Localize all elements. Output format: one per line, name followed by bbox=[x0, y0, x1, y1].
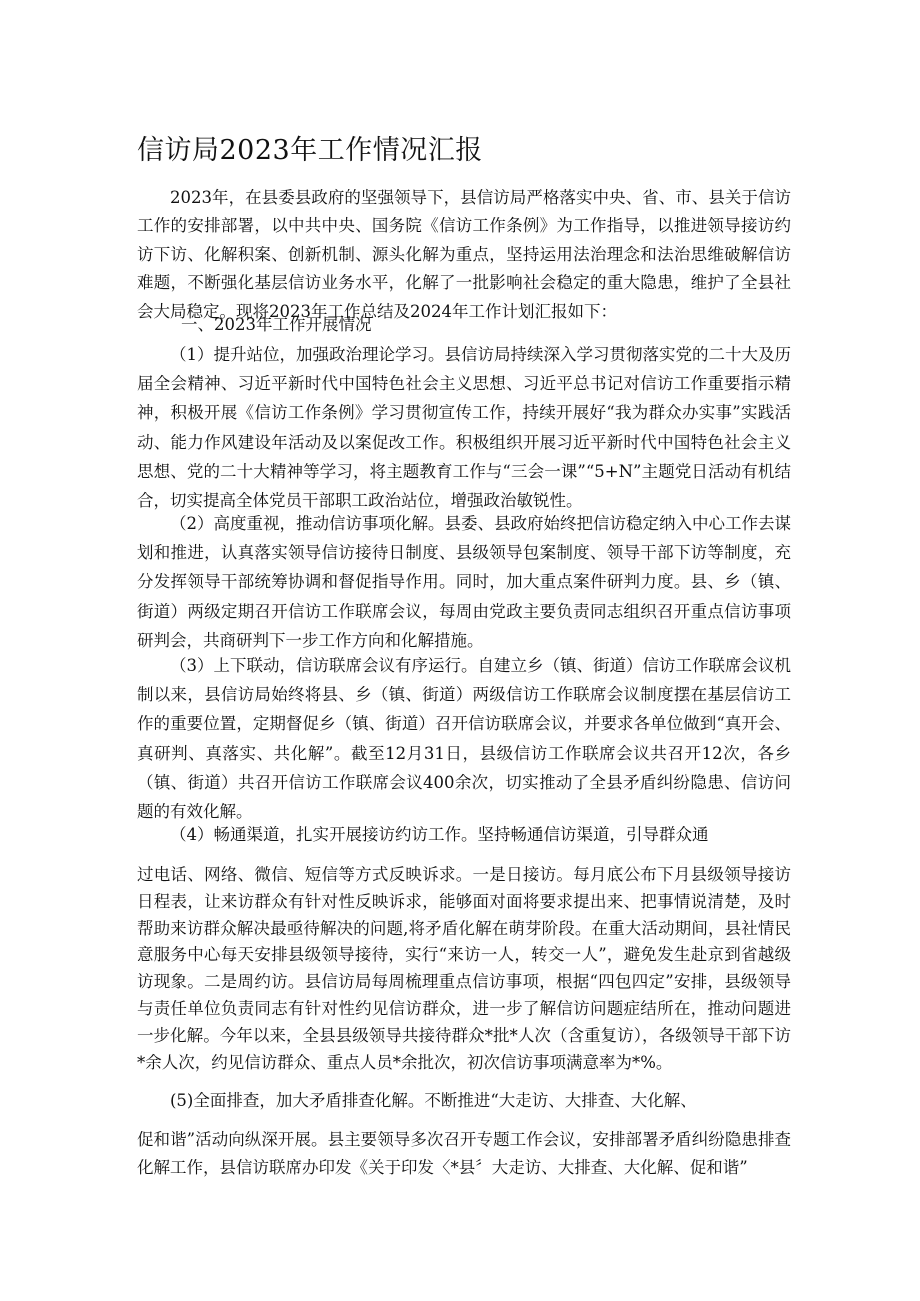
paragraph-4-first-line: （4）畅通渠道，扎实开展接访约访工作。坚持畅通信访渠道，引导群众通 bbox=[170, 825, 709, 844]
paragraph-5-body: 促和谐”活动向纵深开展。县主要领导多次召开专题工作会议，安排部署矛盾纠纷隐患排查化解工作，县信访联席办印发《关于印发〈*县〞大走访、大排查、大化解、促和谐” bbox=[137, 1130, 791, 1178]
paragraph-3: （3）上下联动，信访联席会议有序运行。自建立乡（镇、街道）信访工作联席会议机制以来，县信访局始终将县、乡（镇、街道）两级信访工作联席会议制度摆在基层信访工作的重要位置，定期督促乡（镇、街道）召开信访联席会议，并要求各单位做到“真开会、真研判、真落实、共化解”。截至12月31日，县级信访工作联席会议共召开12次，各乡（镇、街道）共召开信访工作联席会议400余次，切实推动了全县矛盾纠纷隐患、信访问题的有效化解。 bbox=[137, 656, 791, 822]
paragraph-2: （2）高度重视，推动信访事项化解。县委、县政府始终把信访稳定纳入中心工作去谋划和推进，认真落实领导信访接待日制度、县级领导包案制度、领导干部下访等制度，充分发挥领导干部统筹协调和督促指导作用。同时，加大重点案件研判力度。县、乡（镇、街道）两级定期召开信访工作联席会议，每周由党政主要负责同志组织召开重点信访事项研判会，共商研判下一步工作方向和化解措施。 bbox=[137, 514, 791, 650]
paragraph-5-first-line: (5)全面排查，加大矛盾排查化解。不断推进“大走访、大排查、大化解、 bbox=[170, 1091, 697, 1110]
document-title: 信访局2023年工作情况汇报 bbox=[137, 135, 483, 166]
paragraph-4-body: 过电话、网络、微信、短信等方式反映诉求。一是日接访。每月底公布下月县级领导接访日程表，让来访群众有针对性反映诉求，能够面对面将要求提出来、把事情说清楚，及时帮助来访群众解决最亟待解决的问题,将矛盾化解在萌芽阶段。在重大活动期间，县社情民意服务中心每天安排县级领导接待，实行“来访一人，转交一人”，避免发生赴京到省越级访现象。二是周约访。县信访局每周梳理重点信访事项，根据“四包四定”安排，县级领导与责任单位负责同志有针对性约见信访群众，进一步了解信访问题症结所在，推动问题进一步化解。今年以来，全县县级领导共接待群众*批*人次（含重复访），各级领导干部下访*余人次，约见信访群众、重点人员*余批次，初次信访事项满意率为*%。 bbox=[137, 865, 791, 1072]
intro-paragraph: 2023年，在县委县政府的坚强领导下，县信访局严格落实中央、省、市、县关于信访工作的安排部署，以中共中央、国务院《信访工作条例》为工作指导，以推进领导接访约访下访、化解积案、创新机制、源头化解为重点，坚持运用法治理念和法治思维破解信访难题，不断强化基层信访业务水平，化解了一批影响社会稳定的重大隐患，维护了全县社会大局稳定。现将2023年工作总结及2024年工作计划汇报如下： bbox=[137, 188, 791, 321]
paragraph-1: （1）提升站位，加强政治理论学习。县信访局持续深入学习贯彻落实党的二十大及历届全会精神、习近平新时代中国特色社会主义思想、习近平总书记对信访工作重要指示精神，积极开展《信访工作条例》学习贯彻宣传工作，持续开展好“我为群众办实事”实践活动、能力作风建设年活动及以案促改工作。积极组织开展习近平新时代中国特色社会主义思想、党的二十大精神等学习，将主题教育工作与“三会一课”“5+N”主题党日活动有机结合，切实提高全体党员干部职工政治站位，增强政治敏锐性。 bbox=[137, 345, 791, 511]
section-heading: 一、2023年工作开展情况 bbox=[181, 315, 372, 334]
